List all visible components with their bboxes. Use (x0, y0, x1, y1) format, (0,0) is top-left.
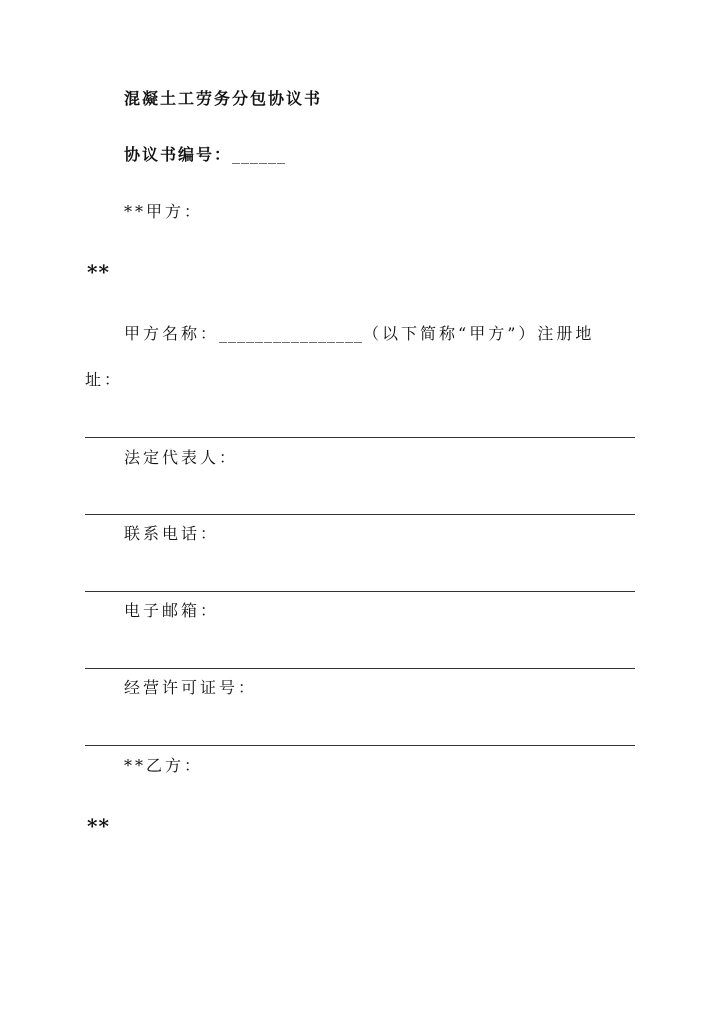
email-fill-line (85, 668, 635, 669)
section-marker-1: ** (87, 260, 110, 284)
party-a-heading: **甲方： (124, 202, 204, 221)
party-a-name-row (124, 324, 594, 344)
agreement-number-blank: ______ (232, 145, 287, 164)
email-label: 电子邮箱： (124, 601, 220, 620)
license-number-label: 经营许可证号： (124, 678, 258, 697)
phone-label: 联系电话： (124, 524, 220, 543)
party-a-name-suffix: （以下简称“甲方”）注册地 (363, 324, 595, 343)
document-title: 混凝土工劳务分包协议书 (124, 89, 323, 108)
license-number-fill-line (85, 745, 635, 746)
section-marker-2: ** (87, 814, 110, 838)
party-a-name-label: 甲方名称： (124, 324, 220, 343)
address-fill-line (85, 437, 635, 438)
legal-representative-label: 法定代表人： (124, 448, 239, 467)
party-a-name-blank: ________________ (219, 324, 364, 343)
party-b-heading: **乙方： (124, 756, 204, 775)
address-label: 址： (85, 370, 124, 389)
agreement-number-row (124, 145, 286, 165)
legal-representative-fill-line (85, 514, 635, 515)
agreement-number-label: 协议书编号： (124, 145, 233, 164)
phone-fill-line (85, 591, 635, 592)
